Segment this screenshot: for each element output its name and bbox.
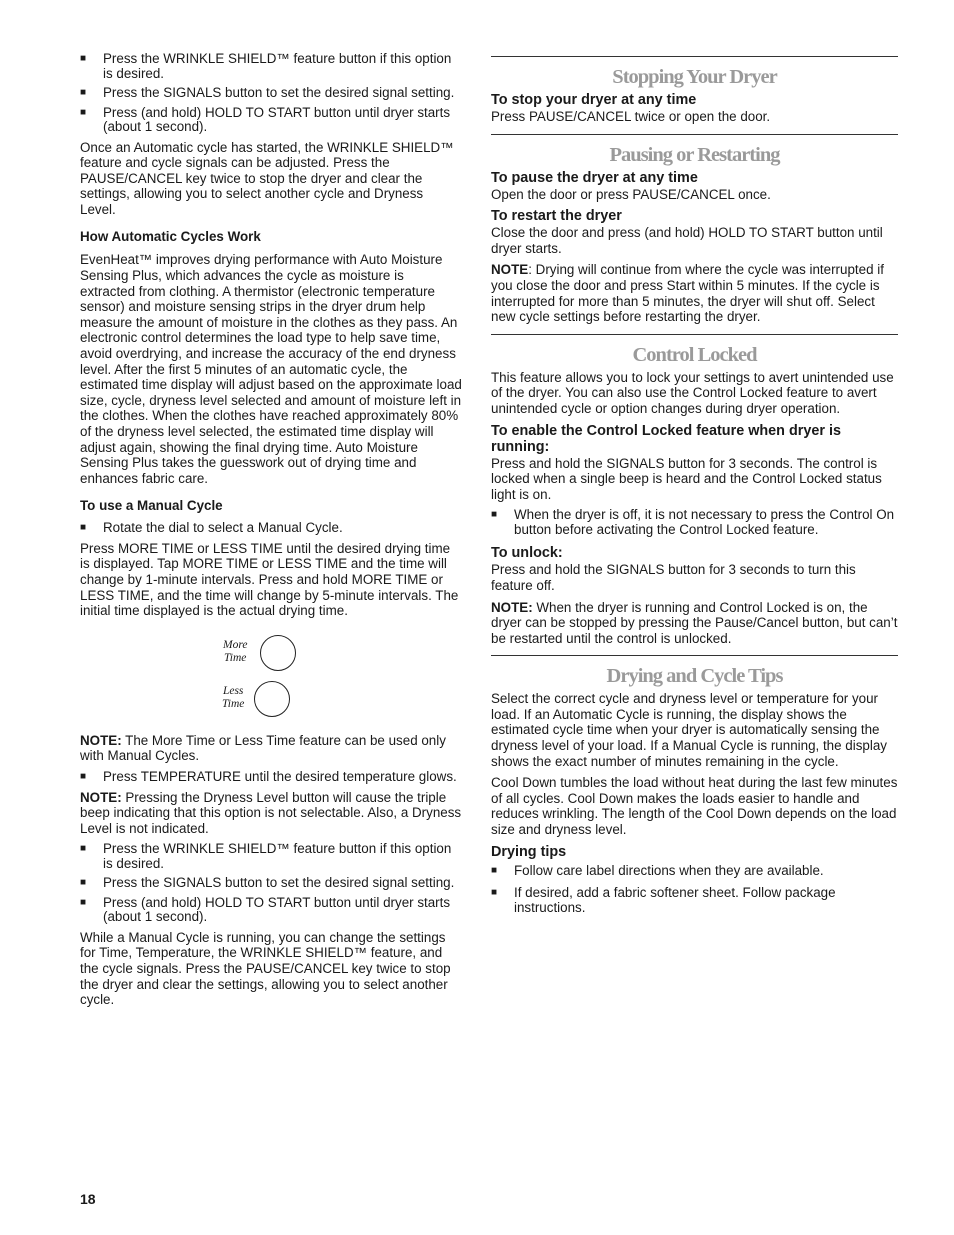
bullet-square-icon: ■ <box>491 864 498 876</box>
section-title-drying-tips: Drying and Cycle Tips <box>606 665 783 688</box>
subhead-drying-tips: Drying tips <box>491 843 567 860</box>
note-control-locked: NOTE: When the dryer is running and Control Locked is on, the dryer can be stopped by pressing the Pause/Cancel button, but can’t be restarted until the control is unlocked. <box>491 599 898 646</box>
bullet-square-icon: ■ <box>80 106 87 118</box>
note-dryness-level: NOTE: Pressing the Dryness Level button will cause the triple beep indicating that this option is not selectable. Also, a Dryness Level is not indicated. <box>80 789 462 836</box>
paragraph-restart: Close the door and press (and hold) HOLD TO START button until dryer starts. <box>491 225 883 256</box>
bullet-square-icon: ■ <box>491 887 498 899</box>
paragraph-control-locked-intro: This feature allows you to lock your settings to avert unintended use of the dryer. You can also use the Control Locked feature to avert unintended cycle or option changes during dryer operation. <box>491 369 894 416</box>
section-title-stopping: Stopping Your Dryer <box>612 66 777 88</box>
bullet-square-icon: ■ <box>80 87 87 98</box>
list-item: ■ Press the WRINKLE SHIELD™ feature button if this option is desired. <box>80 51 452 81</box>
paragraph-more-less-time: Press MORE TIME or LESS TIME until the desired drying time is displayed. Tap MORE TIME or LESS TIME and the time will change by 1-minute intervals. Press and hold MORE TIME or LESS TIME, and the time will change by 5-minute intervals. The initial time displayed is the actual drying time. <box>80 540 459 619</box>
list-item: ■ Press the SIGNALS button to set the desired signal setting. <box>80 875 455 891</box>
subhead-unlock: To unlock: <box>491 545 563 562</box>
section-divider <box>491 334 898 335</box>
bullet-square-icon: ■ <box>80 877 87 889</box>
note-more-less-time: NOTE: The More Time or Less Time feature can be used only with Manual Cycles. <box>80 732 446 764</box>
heading-manual-cycle: To use a Manual Cycle <box>80 498 223 514</box>
section-divider <box>491 655 898 656</box>
bullet-square-icon: ■ <box>80 53 87 64</box>
more-time-button-icon <box>260 635 296 671</box>
bullet-square-icon: ■ <box>80 843 87 855</box>
paragraph-stop: Press PAUSE/CANCEL twice or open the door. <box>491 109 771 124</box>
more-time-label: More Time <box>223 638 248 664</box>
bullet-square-icon: ■ <box>80 896 87 908</box>
section-divider <box>491 56 898 57</box>
list-item: ■ Press (and hold) HOLD TO START button until dryer starts (about 1 second). <box>80 104 451 134</box>
list-item: ■ Press the SIGNALS button to set the desired signal setting. <box>80 85 455 100</box>
paragraph-enable-control-locked: Press and hold the SIGNALS button for 3 seconds. The control is locked when a single beep is heard and the Control Locked status light is on. <box>491 455 882 502</box>
subhead-restart: To restart the dryer <box>491 208 622 225</box>
bullet-square-icon: ■ <box>80 771 87 783</box>
less-time-button-icon <box>254 681 290 717</box>
subhead-pause: To pause the dryer at any time <box>491 169 698 186</box>
bullet-square-icon: ■ <box>80 522 87 534</box>
list-item: ■ When the dryer is off, it is not necessary to press the Control On button before activating the Control Locked feature. <box>491 507 895 537</box>
section-title-pausing: Pausing or Restarting <box>609 143 780 166</box>
more-less-time-illustration <box>80 633 462 723</box>
paragraph-auto-started: Once an Automatic cycle has started, the WRINKLE SHIELD™ feature and cycle signals can be adjusted. Press the PAUSE/CANCEL key twice to stop the dryer and clear the settings, allowing you to select another cycle and Dryness Level. <box>80 139 454 217</box>
list-item: ■ If desired, add a fabric softener sheet. Follow package instructions. <box>491 885 836 915</box>
subhead-enable-control-locked: To enable the Control Locked feature when dryer is running: <box>491 422 841 455</box>
section-title-control-locked: Control Locked <box>632 343 757 366</box>
list-item: ■ Press (and hold) HOLD TO START button until dryer starts (about 1 second). <box>80 894 451 925</box>
paragraph-evenheat: EvenHeat™ improves drying performance with Auto Moisture Sensing Plus, which advances the cycle as moisture is extracted from clothing. A thermistor (electronic temperature sensor) and moisture sensing strips in the dryer drum help measure the amount of moisture in the clothes as they pass. An electronic control determines the load type to help save time, avoid overdrying, and increase the accuracy of the end dryness level. After the first 5 minutes of an automatic cycle, the estimated time display will adjust based on the approximate load size, cycle, dryness level selected and amount of moisture left in the clothes. When the clothes have reached approximately 80% of the dryness level selected, the estimated time display will adjust again, showing the final drying time. Auto Moisture Sensing Plus takes the guesswork out of drying time and enhances fabric care. <box>80 252 462 486</box>
list-item: ■ Follow care label directions when they are available. <box>491 862 824 878</box>
bullet-square-icon: ■ <box>491 509 498 521</box>
paragraph-pause: Open the door or press PAUSE/CANCEL once. <box>491 186 771 202</box>
section-divider <box>491 134 898 135</box>
list-item: ■ Rotate the dial to select a Manual Cycle. <box>80 520 343 536</box>
paragraph-tips-1: Select the correct cycle and dryness level or temperature for your load. If an Automatic Cycle is running, the display shows the estimated cycle time when your dryer is automatically sensing the dryness level of your load. If a Manual Cycle is running, the display shows the exact number of minutes remaining in the cycle. <box>491 691 887 769</box>
heading-how-automatic-cycles: How Automatic Cycles Work <box>80 229 261 245</box>
list-item: ■ Press TEMPERATURE until the desired temperature glows. <box>80 769 457 785</box>
less-time-label: Less Time <box>222 684 245 710</box>
subhead-stop-any-time: To stop your dryer at any time <box>491 92 697 108</box>
right-column <box>491 56 898 920</box>
paragraph-tips-2: Cool Down tumbles the load without heat during the last few minutes of all cycles. Cool Down makes the loads easier to handle and reduces wrinkling. The length of the Cool Down depends on the load size and dryness level. <box>491 775 898 838</box>
paragraph-manual-running: While a Manual Cycle is running, you can change the settings for Time, Temperature, the WRINKLE SHIELD™ feature, and the cycle signals. Press the PAUSE/CANCEL key twice to stop the dryer and clear the settings, allowing you to select another cycle. <box>80 929 451 1008</box>
page-number: 18 <box>80 1191 96 1207</box>
note-pause-restart: NOTE: Drying will continue from where the cycle was interrupted if you close the door and press Start within 5 minutes. If the cycle is interrupted for more than 5 minutes, the dryer will shut off. Select new cycle settings before restarting the dryer. <box>491 262 884 325</box>
left-column <box>80 52 462 1014</box>
list-item: ■ Press the WRINKLE SHIELD™ feature button if this option is desired. <box>80 841 452 871</box>
paragraph-unlock: Press and hold the SIGNALS button for 3 seconds to turn this feature off. <box>491 562 856 593</box>
